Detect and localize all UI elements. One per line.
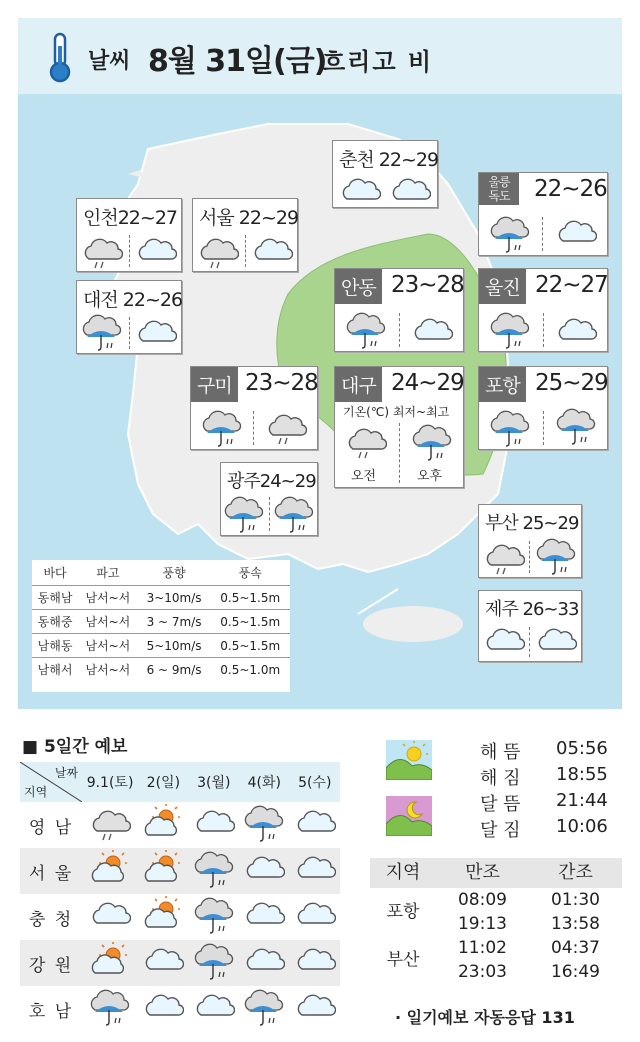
sea-cell: 0.5~1.5m — [210, 586, 290, 610]
city-card-seoul — [192, 198, 298, 272]
divider — [269, 497, 270, 531]
rain-icon — [89, 986, 131, 1028]
city-card-jeju — [478, 590, 582, 662]
city-name-temp: 인천22~27 — [83, 207, 177, 229]
tide-header: 만조 — [436, 858, 529, 888]
rain-icon — [193, 940, 235, 982]
city-tag: 포항 — [479, 367, 526, 402]
sun-moon-value: 05:56 — [556, 738, 608, 759]
cloud-icon — [339, 171, 381, 209]
dark-cloud-icon — [265, 407, 307, 447]
sea-header: 바다 — [43, 566, 67, 580]
divider — [399, 313, 400, 347]
sea-cell: 3 ~ 7m/s — [138, 610, 211, 634]
forecast-table — [20, 762, 340, 1032]
forecast-corner — [20, 762, 82, 802]
forecast-day: 5(수) — [289, 762, 340, 802]
city-name-temp: 광주24~29 — [227, 471, 316, 492]
tide-region: 부산 — [386, 950, 420, 970]
city-temp: 22~26 — [534, 176, 607, 202]
city-name-temp: 서울 22~29 — [199, 207, 299, 229]
sea-cell: 동해남 — [32, 586, 78, 610]
forecast-region: 호 남 — [28, 1001, 74, 1022]
legend-caption: 기온(℃) 최저~최고 — [343, 405, 450, 419]
city-card-chuncheon — [332, 140, 438, 208]
sea-cell: 남서~서 — [78, 586, 137, 610]
divider — [543, 313, 544, 347]
cloud-icon — [294, 803, 336, 843]
sun-cloud-icon — [142, 849, 184, 889]
forecast-row — [20, 802, 340, 848]
city-name-temp: 부산 25~29 — [485, 513, 579, 534]
city-name-temp: 제주 26~33 — [485, 599, 579, 620]
rain-icon — [243, 802, 285, 844]
city-temp: 22~27 — [535, 272, 608, 298]
sun-moon-value: 21:44 — [556, 790, 608, 811]
cloud-icon — [135, 313, 177, 351]
forecast-row — [20, 894, 340, 940]
tide-table — [370, 858, 622, 984]
city-card-ulleung — [478, 172, 608, 256]
tide-high: 23:03 — [457, 962, 507, 982]
dark-cloud-icon — [197, 231, 239, 271]
cloud-icon — [294, 849, 336, 889]
sea-cell: 남서~서 — [78, 610, 137, 634]
moonrise-row — [480, 790, 608, 816]
tide-high: 11:02 — [457, 938, 507, 958]
cloud-icon — [251, 231, 293, 269]
forecast-day: 3(월) — [189, 762, 239, 802]
city-card-pohang — [478, 366, 608, 450]
dark-cloud-icon — [345, 421, 387, 461]
sea-header: 풍속 — [238, 566, 262, 580]
forecast-region: 충 청 — [28, 909, 74, 930]
forecast-row — [20, 986, 340, 1032]
divider — [529, 541, 530, 573]
cloud-icon — [243, 941, 285, 981]
sea-header: 풍향 — [162, 566, 186, 580]
cloud-icon — [535, 621, 577, 659]
tide-region: 포항 — [386, 902, 420, 922]
forecast-row — [20, 848, 340, 894]
city-tag: 안동 — [335, 269, 382, 304]
forecast-day: 4(화) — [239, 762, 289, 802]
sea-cell: 0.5~1.5m — [210, 610, 290, 634]
sea-header: 파고 — [96, 566, 120, 580]
sea-cell: 남해서 — [32, 658, 78, 682]
city-tag: 구미 — [191, 367, 238, 402]
header-description: 흐리고 비 — [322, 48, 434, 76]
city-name-temp: 대전 22~26 — [83, 289, 183, 311]
sun-moon-label: 달 짐 — [480, 820, 521, 841]
sea-cell: 동해중 — [32, 610, 78, 634]
city-temp: 23~28 — [391, 272, 464, 298]
dark-cloud-icon — [81, 231, 123, 271]
header-date: 8월 31일(금) — [148, 44, 327, 79]
table-row — [370, 936, 622, 960]
rain-icon — [489, 407, 531, 449]
cloud-icon — [243, 895, 285, 935]
table-row — [32, 634, 290, 658]
cloud-icon — [135, 231, 177, 269]
city-name-temp: 춘천 22~29 — [339, 149, 439, 171]
forecast-region: 서 울 — [20, 848, 82, 894]
cloud-icon — [193, 803, 235, 843]
sunrise-icon — [386, 740, 432, 780]
sea-cell: 0.5~1.5m — [210, 634, 290, 658]
rain-icon — [273, 493, 315, 535]
moonrise-icon — [386, 796, 432, 836]
sea-cell: 5~10m/s — [138, 634, 211, 658]
forecast-header-row — [20, 762, 340, 802]
forecast-region: 영 남 — [28, 817, 74, 838]
rain-icon — [81, 311, 123, 353]
sea-cell: 남서~서 — [78, 634, 137, 658]
city-tag: 울릉 독도 — [479, 173, 519, 205]
sea-cell: 6 ~ 9m/s — [138, 658, 211, 682]
divider — [245, 235, 246, 267]
sun-moon-value: 10:06 — [556, 816, 608, 837]
rain-icon — [535, 535, 577, 577]
rain-icon — [489, 309, 531, 351]
city-tag: 울진 — [479, 269, 526, 304]
sea-cell: 남해동 — [32, 634, 78, 658]
tide-low: 16:49 — [550, 962, 600, 982]
sea-cell: 남서~서 — [78, 658, 137, 682]
forecast-row — [20, 940, 340, 986]
city-card-gumi — [190, 366, 318, 450]
city-card-daejeon — [76, 280, 182, 354]
divider — [399, 423, 400, 483]
cloud-icon — [411, 311, 453, 349]
cloud-icon — [389, 171, 431, 209]
cloud-icon — [294, 941, 336, 981]
sea-cell: 3~10m/s — [138, 586, 211, 610]
divider — [129, 235, 130, 267]
corner-bottom-label: 지역 — [24, 785, 48, 799]
rain-icon — [555, 405, 597, 447]
table-row — [370, 888, 622, 912]
tide-high: 08:09 — [457, 890, 507, 910]
rain-icon — [193, 848, 235, 890]
tide-high: 19:13 — [457, 914, 507, 934]
dark-cloud-icon — [483, 537, 525, 577]
dark-cloud-icon — [89, 803, 131, 843]
cloud-icon — [294, 895, 336, 935]
legend-pm: 오후 — [417, 469, 443, 484]
sea-conditions-table — [32, 560, 290, 692]
forecast-region: 강 원 — [20, 940, 82, 986]
cloud-icon — [89, 895, 131, 935]
rain-icon — [345, 309, 387, 351]
table-row — [32, 610, 290, 634]
divider — [543, 411, 544, 445]
sun-moon-label: 해 짐 — [480, 768, 521, 789]
divider — [129, 317, 130, 349]
rain-icon — [201, 407, 243, 449]
cloud-icon — [142, 941, 184, 981]
moonset-row — [480, 816, 608, 842]
table-row — [32, 586, 290, 610]
city-card-gwangju — [220, 462, 318, 536]
tide-low: 13:58 — [550, 914, 600, 934]
city-card-daegu — [334, 366, 464, 488]
sun-cloud-icon — [142, 803, 184, 843]
city-temp: 23~28 — [245, 370, 318, 396]
rain-icon — [243, 986, 285, 1028]
tide-low: 04:37 — [550, 938, 600, 958]
divider — [542, 217, 543, 251]
sun-cloud-icon — [89, 941, 131, 981]
divider — [253, 411, 254, 445]
forecast-title: ■ 5일간 예보 — [22, 737, 128, 757]
sun-cloud-icon — [89, 849, 131, 889]
rain-icon — [193, 894, 235, 936]
city-temp: 25~29 — [535, 370, 608, 396]
auto-response-note: · 일기예보 자동응답 131 — [395, 1008, 575, 1027]
sun-moon-label: 해 뜸 — [480, 742, 521, 763]
header-label: 날씨 — [88, 49, 131, 74]
city-card-andong — [334, 268, 464, 352]
city-card-busan — [478, 504, 582, 578]
tide-header: 간조 — [529, 858, 622, 888]
cloud-icon — [243, 849, 285, 889]
sun-moon-label: 달 뜸 — [480, 794, 521, 815]
cloud-icon — [294, 987, 336, 1027]
sunset-row — [480, 764, 608, 790]
legend-am: 오전 — [351, 469, 377, 484]
thermometer-icon — [40, 30, 80, 84]
tide-low: 01:30 — [550, 890, 600, 910]
cloud-icon — [555, 213, 597, 251]
sea-cell: 0.5~1.0m — [210, 658, 290, 682]
cloud-icon — [193, 987, 235, 1027]
cloud-icon — [483, 621, 525, 659]
forecast-day: 2(일) — [138, 762, 188, 802]
divider — [529, 627, 530, 657]
cloud-icon — [142, 987, 184, 1027]
city-card-incheon — [76, 198, 182, 272]
table-row — [32, 658, 290, 682]
sun-cloud-icon — [142, 895, 184, 935]
tide-header: 지역 — [370, 858, 436, 888]
rain-icon — [489, 213, 531, 255]
cloud-icon — [555, 311, 597, 349]
forecast-day: 9.1(토) — [82, 762, 138, 802]
rain-icon — [411, 421, 453, 463]
rain-icon — [223, 493, 265, 535]
city-card-uljin — [478, 268, 608, 352]
city-temp: 24~29 — [391, 370, 464, 396]
corner-top-label: 날짜 — [54, 766, 78, 780]
sunrise-row — [480, 738, 608, 764]
sun-moon-value: 18:55 — [556, 764, 608, 785]
city-tag: 대구 — [335, 367, 382, 402]
